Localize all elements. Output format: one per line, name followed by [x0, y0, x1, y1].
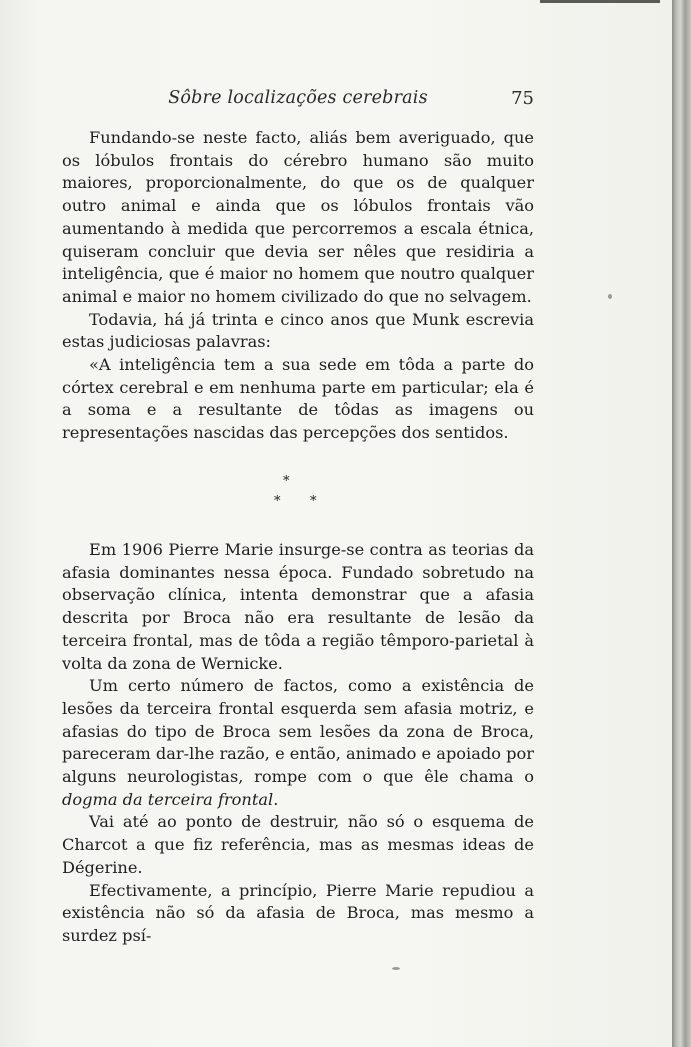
section-separator [262, 474, 334, 518]
separator-star: * [274, 494, 281, 509]
paragraph-effectively: Efectivamente, a princípio, Pierre Marie repudiou a existência não só da afasia de Broca, mas mesmo a surdez psí- [62, 880, 534, 945]
ink-speck [392, 967, 400, 970]
separator-star: * [310, 494, 317, 509]
page-header [62, 84, 534, 114]
text-block-2 [62, 539, 534, 948]
dogma-phrase: dogma da terceira frontal [62, 789, 274, 809]
separator-star: * [283, 474, 290, 489]
text-block-1 [62, 127, 534, 445]
paragraph-frontal-lobes: Fundando-se neste facto, aliás bem averiguado, que os lóbulos frontais do cérebro humano são muito maiores, proporcionalmente, do que os de qualquer outro animal e ainda que os lóbulos frontais vão aumentando à medida que percorremos a escala étnica, quiseram concluir que devia ser nêles que residiria a inteligência, que é maior no homem que noutro qualquer animal e maior no homem civilizado do que no selvagem. [62, 128, 534, 306]
paragraph-munk-intro: Todavia, há já trinta e cinco anos que Munk escrevia estas judiciosas palavras: [62, 309, 534, 352]
paragraph-third-frontal-end: . [273, 789, 279, 809]
top-edge-mark [540, 0, 660, 3]
page-edge-shadow [672, 0, 691, 1047]
page-number: 75 [511, 88, 534, 109]
paragraph-munk-quote: «A inteligência tem a sua sede em tôda a parte do córtex cerebral e em nenhuma parte em particular; ela é a soma e a resultante de tôdas as imagens ou representações nascidas das percepções dos sentidos. [62, 355, 534, 443]
running-title: Sôbre localizações cerebrais [168, 88, 428, 108]
paragraph-pierre-marie: Em 1906 Pierre Marie insurge-se contra as teorias da afasia dominantes nessa época. Fundado sobretudo na observação clínica, intenta demonstrar que a afasia descrita por Broca não era resultante de lesão da terceira frontal, mas de tôda a região têmporo-parietal à volta da zona de Wernicke. [62, 540, 534, 673]
paragraph-third-frontal [62, 675, 534, 811]
ink-speck [608, 294, 612, 299]
paragraph-third-frontal-text: Um certo número de factos, como a existência de lesões da terceira frontal esquerda sem afasia motriz, e afasias do tipo de Broca sem lesões da zona de Broca, pareceram dar-lhe razão, e então, animado e apoiado por alguns neurologistas, rompe com o que êle chama o [62, 676, 534, 787]
paragraph-charcot: Vai até ao ponto de destruir, não só o esquema de Charcot a que fiz referência, mas as mesmas ideas de Dégerine. [62, 812, 534, 877]
